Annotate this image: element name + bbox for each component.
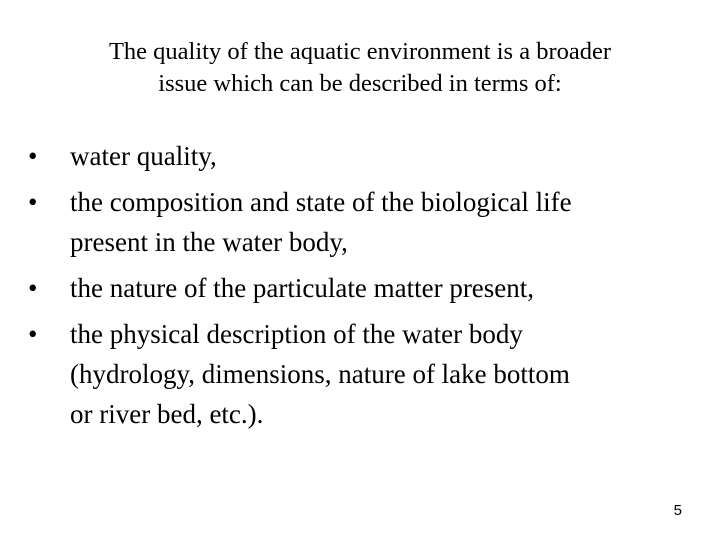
bullet-text: water quality, xyxy=(70,141,217,171)
bullet-item xyxy=(24,182,704,262)
bullet-text: (hydrology, dimensions, nature of lake bottom xyxy=(70,359,570,389)
title-line: The quality of the aquatic environment is a broader xyxy=(108,38,612,65)
bullet-icon: • xyxy=(28,319,38,349)
title-line: issue which can be described in terms of: xyxy=(158,70,562,97)
page-number: 5 xyxy=(673,502,682,519)
bullet-item xyxy=(24,136,704,176)
bullet-item xyxy=(24,268,704,308)
bullet-text: or river bed, etc.). xyxy=(70,399,264,429)
bullet-item xyxy=(24,314,704,434)
bullet-icon: • xyxy=(28,273,38,303)
bullet-list xyxy=(24,136,704,440)
bullet-text: the physical description of the water body xyxy=(70,319,523,349)
slide-title xyxy=(40,36,680,100)
bullet-icon: • xyxy=(28,187,38,217)
bullet-text: present in the water body, xyxy=(70,227,348,257)
bullet-icon: • xyxy=(28,141,38,171)
bullet-text: the composition and state of the biological life xyxy=(70,187,572,217)
bullet-text: the nature of the particulate matter present, xyxy=(70,273,535,303)
